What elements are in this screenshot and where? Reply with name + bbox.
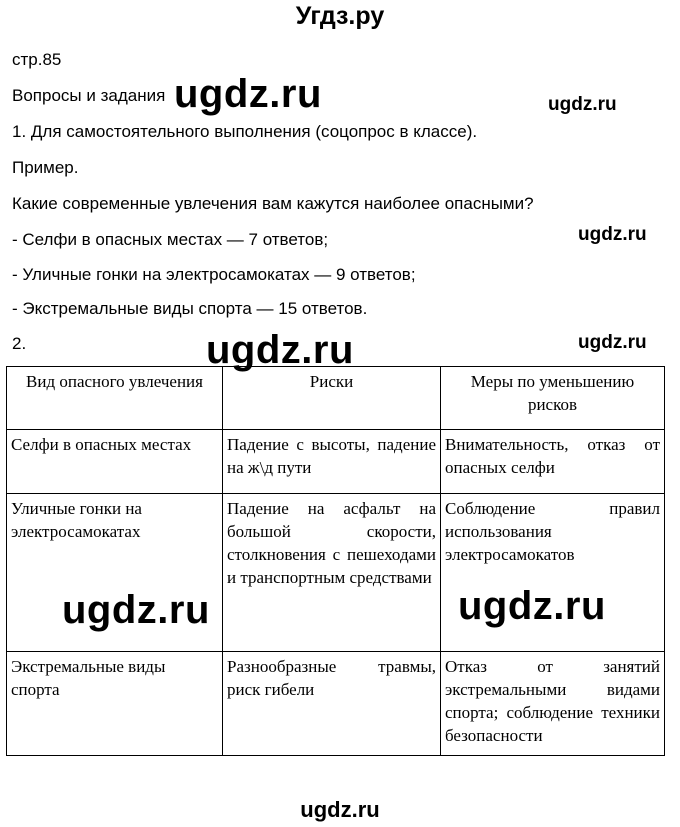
cell-hobby: Селфи в опасных местах [7,430,223,494]
task2-heading: 2. [12,334,27,353]
cell-hobby: Уличные гонки на электросамокатах [7,494,223,652]
cell-hobby: Экстремальные виды спорта [7,652,223,756]
header-measures: Меры по уменьшению рисков [441,367,665,430]
task1-heading: 1. Для самостоятельного выполнения (соцопрос в классе). [12,122,478,141]
header-risks: Риски [223,367,441,430]
watermark: ugdz.ru [62,588,210,632]
section-title: Вопросы и задания [12,86,166,105]
watermark: ugdz.ru [578,332,647,353]
header-hobby-type: Вид опасного увлечения [7,367,223,430]
site-title[interactable]: Угдз.ру [295,2,385,30]
table-row [7,652,665,756]
page-reference: стр.85 [12,50,62,69]
table-header-row [7,367,665,430]
cell-measures: Внимательность, отказ от опасных селфи [441,430,665,494]
example-label: Пример. [12,158,79,177]
watermark: ugdz.ru [458,584,606,628]
survey-answer-3: - Экстремальные виды спорта — 15 ответов. [12,299,368,318]
watermark: ugdz.ru [548,94,617,115]
watermark: ugdz.ru [206,328,354,372]
cell-risks: Падение с высоты, падение на ж\д пути [223,430,441,494]
survey-answer-1: - Селфи в опасных местах — 7 ответов; [12,230,329,249]
cell-measures: Соблюдение правил использования электросамокатов [441,494,665,652]
watermark: ugdz.ru [174,72,322,116]
survey-question: Какие современные увлечения вам кажутся наиболее опасными? [12,194,534,213]
footer-watermark[interactable]: ugdz.ru [300,797,380,822]
cell-measures: Отказ от занятий экстремальными видами спорта; соблюдение техники безопасности [441,652,665,756]
table-row [7,430,665,494]
survey-answer-2: - Уличные гонки на электросамокатах — 9 ответов; [12,265,416,284]
cell-risks: Разнообразные травмы, риск гибели [223,652,441,756]
cell-risks: Падение на асфальт на большой скорости, столкновения с пешеходами и транспортным средствами [223,494,441,652]
hobby-risk-table [6,366,665,756]
watermark: ugdz.ru [578,224,647,245]
